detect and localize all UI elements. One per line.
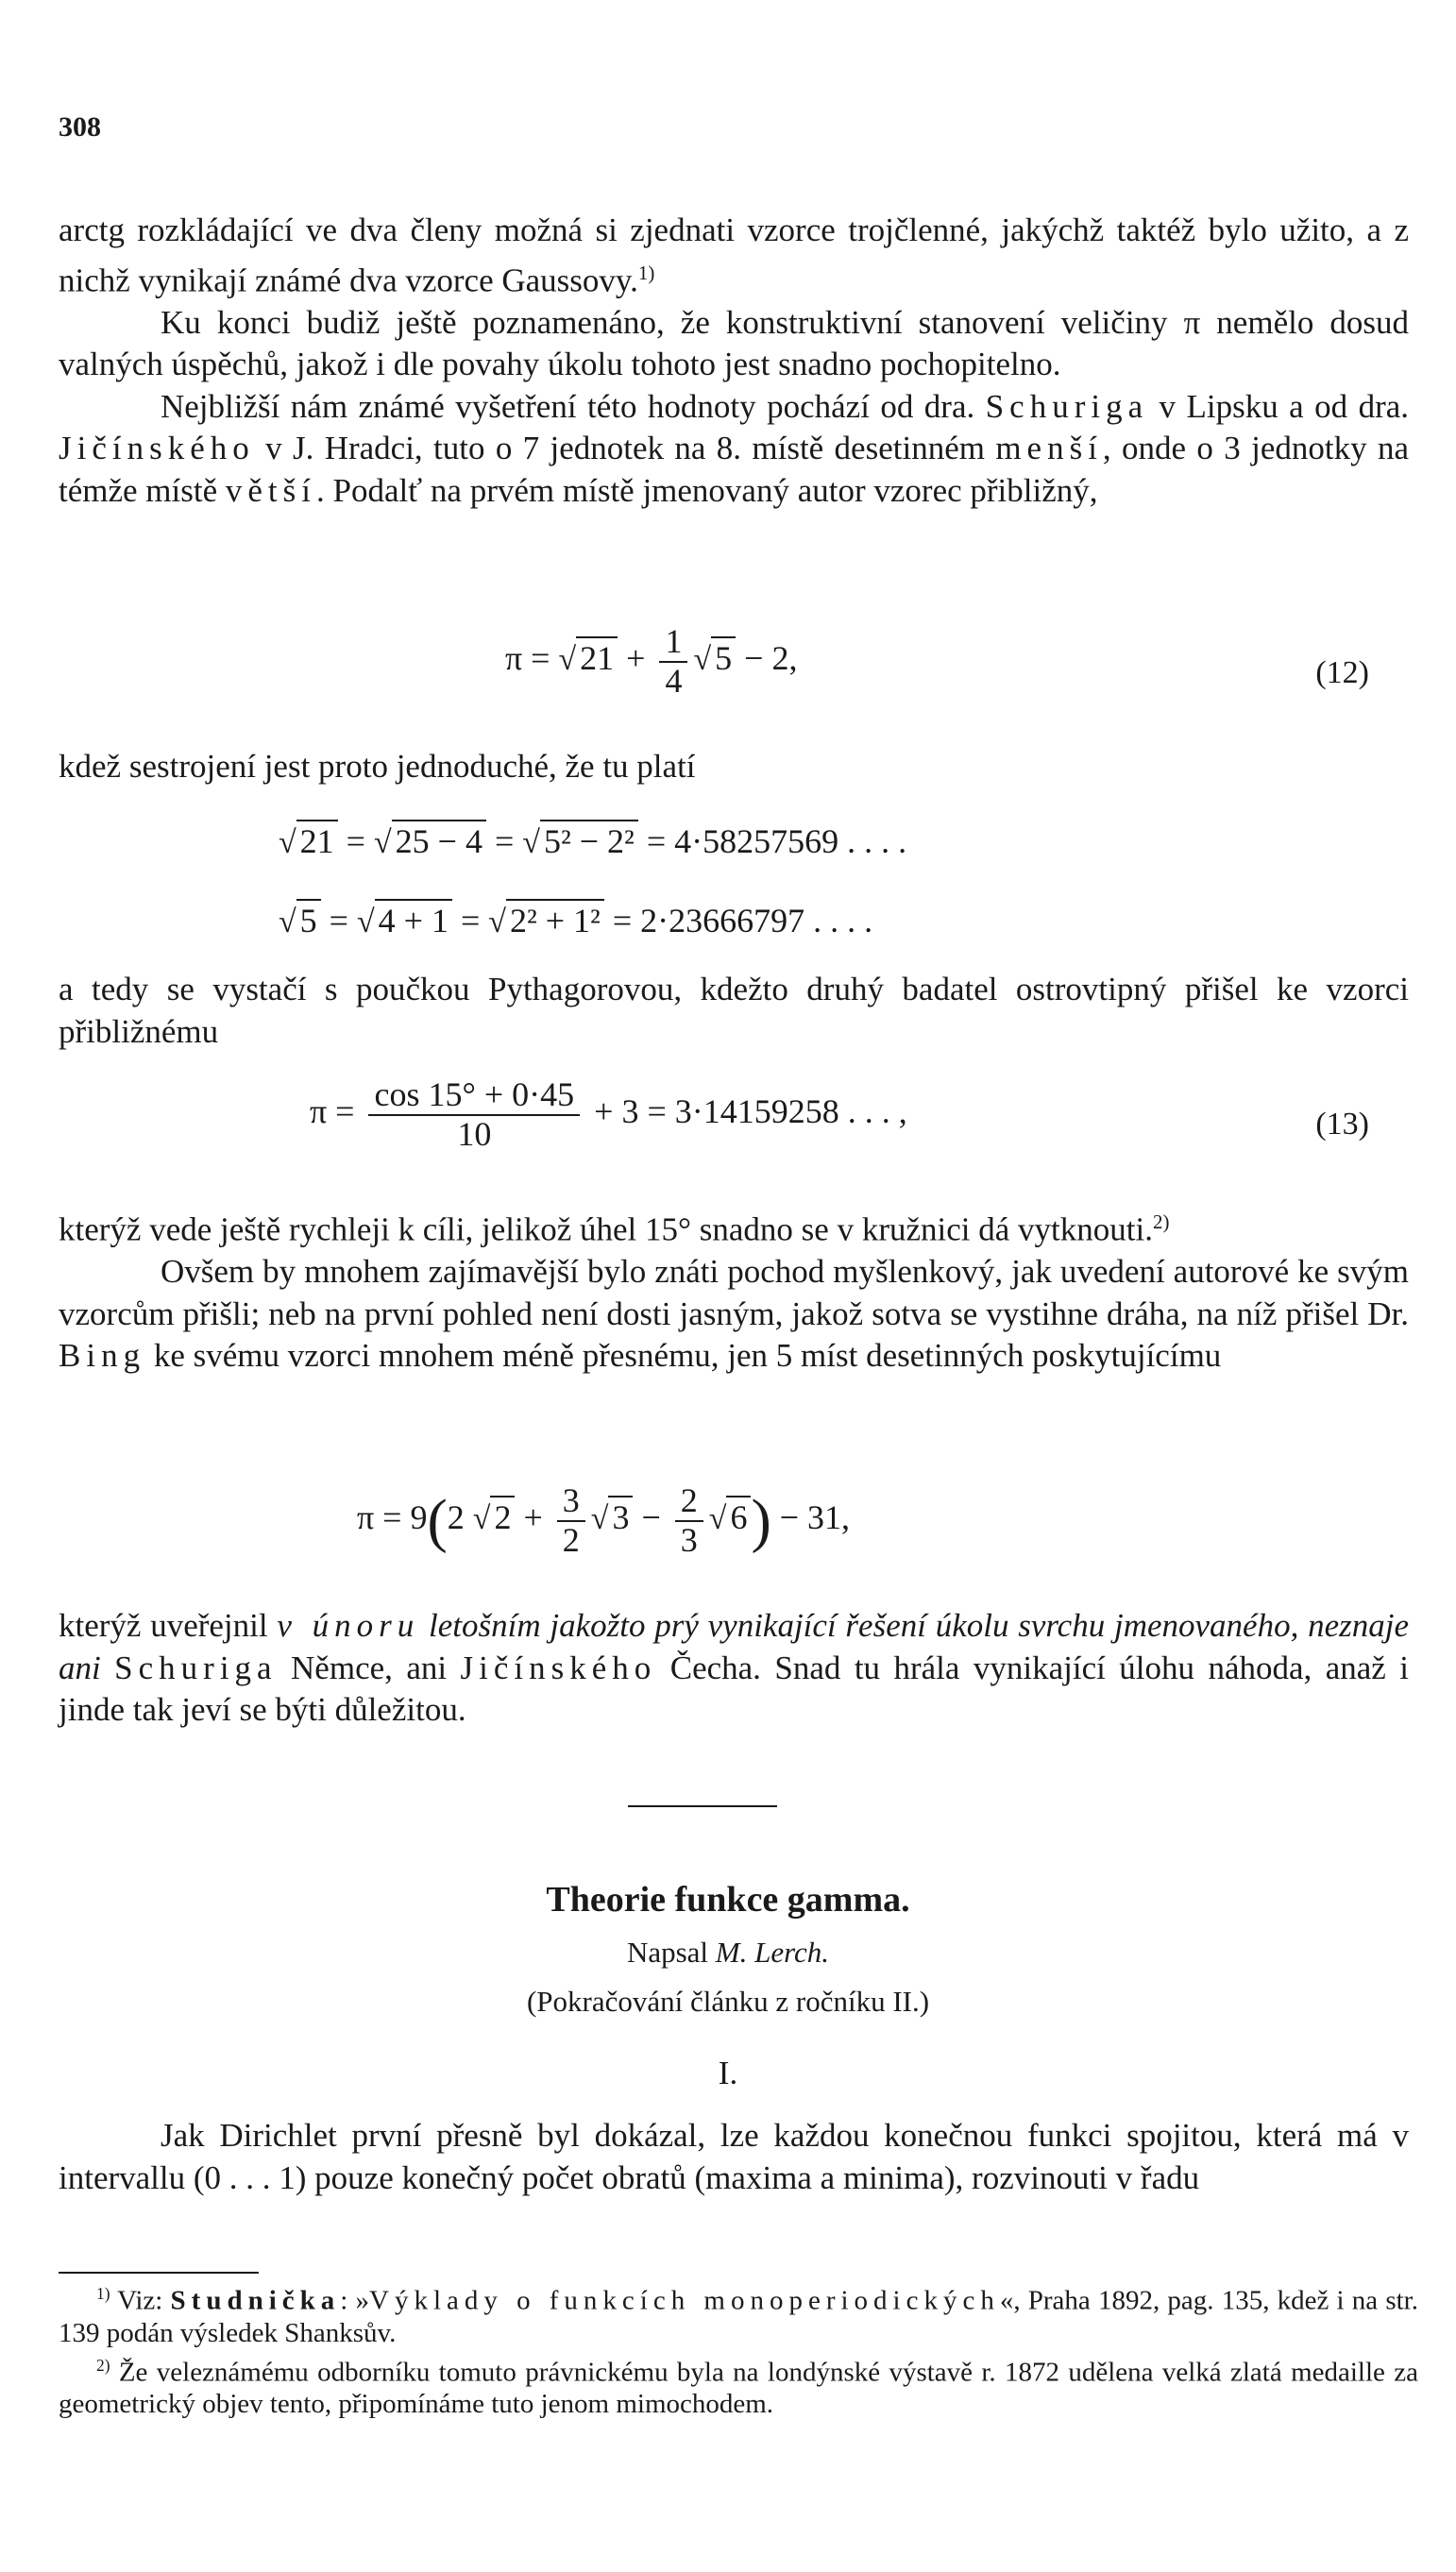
fraction: $\frac{1}{4}$ (659, 623, 687, 700)
equation-sqrt21: √ 21 = √ 25 − 4 = √ 5² − 2² = 4·58257569 . . . . (279, 820, 906, 861)
emphasis: větší (225, 471, 316, 509)
footnote-2: $^{2)}$ Že veleznámému odborníku tomuto právnickému byla na londýnské výstavě r. 1872 udělena velká zlatá medaille za geometrický objev tento, připomínáme tuto jenom mimochodem. (59, 2355, 1418, 2420)
equation-bing: π = 9(2 √ 2 + $\frac{3}{2}$ √ 3 − $\frac{2}{3}$ √ 6) − 31, (357, 1481, 851, 1559)
emphasis: menší (995, 430, 1103, 467)
author-name: Jičínského (460, 1649, 657, 1686)
paragraph: Ovšem by mnohem zajímavější bylo znáti pochod myšlenkový, jak uvedení autorové ke svým vzorcům přišli; neb na první pohled není dosti jasným, jakož sotva se vystihne dráha, na níž přišel Dr. Bing ke svému vzorci mnohem méně přesnému, jen 5 míst desetinných poskytujícímu (59, 1253, 1409, 1375)
footnote-1: $^{1)}$ Viz: Studnička: »Výklady o funkcích monoperiodických«, Praha 1892, pag. 135, kdež i na str. 139 podán výsledek Shanksův. (59, 2284, 1418, 2348)
article-author: Napsal M. Lerch. (626, 1936, 830, 1969)
footnotes (59, 2277, 1418, 2420)
fraction: $\frac{\cos 15^\circ + 0\cdot 45}{10}$ (368, 1076, 580, 1153)
paragraph: arctg rozkládající ve dva členy možná si zjednati vzorce trojčlenné, jakýchž taktéž bylo užito, a z nichž vynikají známé dva vzorce Gaussovy.$^{1)}$ (59, 212, 1409, 299)
equation-sqrt5: √ 5 = √ 4 + 1 = √ 2² + 1² = 2·23666797 . . . . (279, 899, 872, 940)
equation-12: π = √ 21 + $\frac{1}{4}$ √ 5 − 2, (505, 622, 798, 700)
section-divider (628, 1805, 777, 1807)
article-continuation-note: (Pokračování článku z ročníku II.) (526, 1985, 930, 2018)
paragraph: Ku konci budiž ještě poznamenáno, že konstruktivní stanovení veličiny π nemělo dosud valných úspěchů, jakož i dle povahy úkolu tohoto jest snadno pochopitelno. (59, 303, 1409, 383)
equation-number: (13) (1315, 1107, 1369, 1142)
footnote-divider (59, 2272, 259, 2274)
text-block-1 (59, 210, 1409, 512)
paragraph: Nejbližší nám známé vyšetření této hodnoty pochází od dra. Schuriga v Lipsku a od dra. Jičínského v J. Hradci, tuto o 7 jednotek na 8. místě desetinném menší, onde o 3 jednotky na témže místě větší. Podalť na prvém místě jmenovaný autor vzorec přibližný, (59, 387, 1410, 509)
paragraph: kterýž uveřejnil v únoru letošním jakožto prý vynikající řešení úkolu svrchu jmenovaného, neznaje ani Schuriga Němce, ani Jičínského Čecha. Snad tu hrála vynikající úlohu náhoda, anaž i jinde tak jeví se býti důležitou. (59, 1607, 1409, 1728)
author-name: Bing (59, 1337, 146, 1375)
page-number: 308 (59, 111, 101, 143)
author-name: Schuriga (985, 387, 1149, 425)
paragraph: Jak Dirichlet první přesně byl dokázal, lze každou konečnou funkci spojitou, která má v intervallu (0 . . . 1) pouze konečný počet obratů (maxima a minima), rozvinouti v řadu (59, 2117, 1409, 2196)
equation-13: π = $\frac{\cos 15^\circ + 0\cdot 45}{10}$ + 3 = 3·14159258 . . . , (310, 1075, 907, 1153)
author-name: Jičínského (59, 430, 255, 467)
article-body (59, 2115, 1409, 2199)
emphasis: v únoru (277, 1607, 420, 1644)
fraction: $\frac{2}{3}$ (675, 1482, 703, 1559)
text-block-2 (59, 746, 1409, 788)
footnote-ref: 1) (637, 261, 655, 284)
fraction: $\frac{3}{2}$ (557, 1482, 585, 1559)
section-number: I. (718, 2055, 738, 2091)
author-name: Schuriga (114, 1649, 278, 1686)
footnote-ref: 2) (1152, 1210, 1170, 1233)
paragraph: a tedy se vystačí s poučkou Pythagorovou, kdežto druhý badatel ostrovtipný přišel ke vzorci přibližnému (59, 971, 1409, 1050)
text-block-5 (59, 1605, 1409, 1732)
text-block-4 (59, 1201, 1409, 1378)
article-title: Theorie funkce gamma. (546, 1880, 910, 1920)
equation-number: (12) (1315, 655, 1369, 690)
text-block-3 (59, 969, 1409, 1053)
paragraph: kdež sestrojení jest proto jednoduché, že tu platí (59, 748, 696, 785)
paragraph: kterýž vede ještě rychleji k cíli, jelikož úhel 15° snadno se v kružnici dá vytknouti.$^{2)}$ (59, 1210, 1170, 1248)
